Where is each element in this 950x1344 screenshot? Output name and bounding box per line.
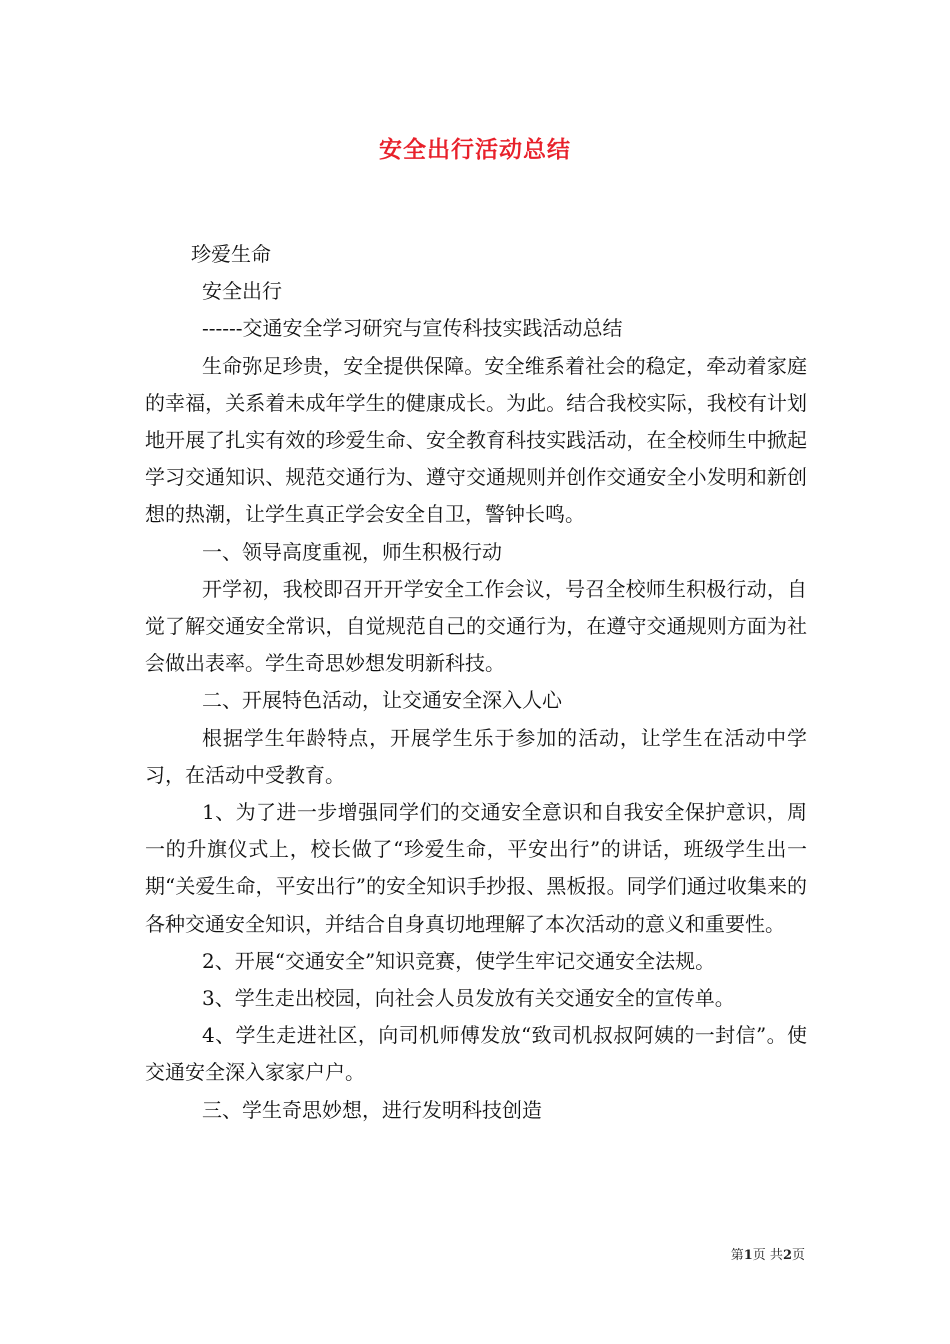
current-page-number: 1	[743, 1248, 753, 1263]
motto-line-1: 珍爱生命	[191, 242, 271, 266]
motto-line-2: 安全出行	[202, 279, 282, 304]
footer-prefix: 第	[730, 1248, 744, 1263]
list-item-1: 1、为了进一步增强同学们的交通安全意识和自我安全保护意识，周一的升旗仪式上，校长做了“珍爱生命，平安出行”的讲话，班级学生出一期“关爱生命，平安出行”的安全知识手抄报、黑板报。同学们通过收集来的各种交通安全知识，并结合自身真切地理解了本次活动的意义和重要性。	[145, 800, 807, 936]
document-title: 安全出行活动总结	[379, 136, 571, 163]
footer-suffix: 页	[791, 1248, 805, 1263]
paragraph-section-1: 开学初，我校即召开开学安全工作会议，号召全校师生积极行动，自觉了解交通安全常识，自觉规范自己的交通行为，在遵守交通规则方面为社会做出表率。学生奇思妙想发明新科技。	[145, 576, 807, 676]
paragraph-intro: 生命弥足珍贵，安全提供保障。安全维系着社会的稳定，牵动着家庭的幸福，关系着未成年学生的健康成长。为此。结合我校实际，我校有计划地开展了扎实有效的珍爱生命、安全教育科技实践活动，在全校师生中掀起学习交通知识、规范交通行为、遵守交通规则并创作交通安全小发明和新创想的热潮，让学生真正学会安全自卫，警钟长鸣。	[145, 353, 807, 527]
heading-section-2: 二、开展特色活动，让交通安全深入人心	[202, 688, 562, 713]
list-item-3: 3、学生走出校园，向社会人员发放有关交通安全的宣传单。	[202, 986, 735, 1011]
list-item-2: 2、开展“交通安全”知识竞赛，使学生牢记交通安全法规。	[202, 948, 716, 973]
footer-middle: 页 共	[752, 1248, 783, 1263]
subtitle: ------交通安全学习研究与宣传科技实践活动总结	[202, 316, 623, 341]
paragraph-section-2: 根据学生年龄特点，开展学生乐于参加的活动，让学生在活动中学习，在活动中受教育。	[145, 725, 807, 787]
heading-section-1: 一、领导高度重视，师生积极行动	[202, 539, 502, 564]
document-body	[145, 236, 807, 1129]
total-page-number: 2	[782, 1248, 792, 1263]
page-footer	[731, 1247, 805, 1265]
list-item-4: 4、学生走进社区，向司机师傅发放“致司机叔叔阿姨的一封信”。使交通安全深入家家户户。	[145, 1023, 807, 1085]
heading-section-3: 三、学生奇思妙想，进行发明科技创造	[202, 1097, 542, 1122]
